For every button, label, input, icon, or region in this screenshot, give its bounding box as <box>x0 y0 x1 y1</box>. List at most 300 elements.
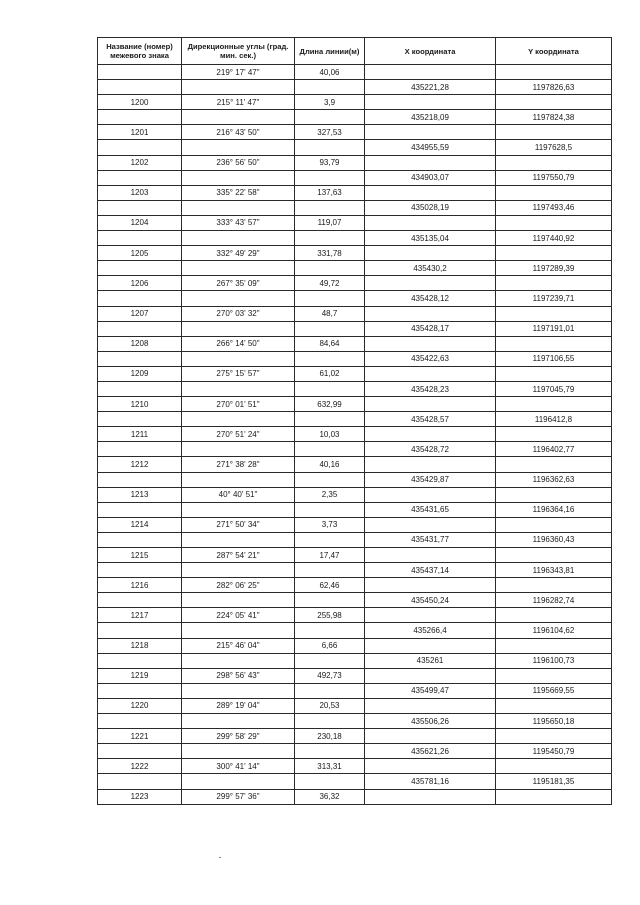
point-name-cell: 1221 <box>98 729 182 744</box>
table-row <box>98 683 612 698</box>
length-cell: 2,35 <box>295 487 365 502</box>
point-name-cell: 1201 <box>98 125 182 140</box>
length-cell: 49,72 <box>295 276 365 291</box>
y-coordinate-cell <box>496 246 612 261</box>
y-coordinate-cell: 1197106,55 <box>496 351 612 366</box>
header-length: Длина линии(м) <box>295 38 365 65</box>
angle-cell: 224° 05' 41" <box>182 608 295 623</box>
table-row <box>98 532 612 547</box>
y-coordinate-cell <box>496 185 612 200</box>
length-cell: 93,79 <box>295 155 365 170</box>
angle-cell <box>182 170 295 185</box>
y-coordinate-cell: 1197239,71 <box>496 291 612 306</box>
table-row <box>98 276 612 291</box>
y-coordinate-cell <box>496 397 612 412</box>
table-row <box>98 608 612 623</box>
length-cell <box>295 653 365 668</box>
table-row <box>98 321 612 336</box>
y-coordinate-cell: 1196412,8 <box>496 412 612 427</box>
x-coordinate-cell: 435221,28 <box>365 80 496 95</box>
x-coordinate-cell <box>365 487 496 502</box>
x-coordinate-cell: 435431,65 <box>365 502 496 517</box>
y-coordinate-cell <box>496 487 612 502</box>
header-y: Y координата <box>496 38 612 65</box>
point-name-cell: 1209 <box>98 366 182 381</box>
point-name-cell <box>98 351 182 366</box>
point-name-cell <box>98 170 182 185</box>
point-name-cell <box>98 502 182 517</box>
y-coordinate-cell: 1197289,39 <box>496 261 612 276</box>
point-name-cell <box>98 714 182 729</box>
y-coordinate-cell: 1197826,63 <box>496 80 612 95</box>
table-row <box>98 291 612 306</box>
x-coordinate-cell: 435506,26 <box>365 714 496 729</box>
point-name-cell <box>98 623 182 638</box>
y-coordinate-cell <box>496 578 612 593</box>
point-name-cell: 1204 <box>98 215 182 230</box>
table-row <box>98 306 612 321</box>
length-cell <box>295 261 365 276</box>
table-row <box>98 487 612 502</box>
y-coordinate-cell: 1196100,73 <box>496 653 612 668</box>
point-name-cell <box>98 593 182 608</box>
x-coordinate-cell: 435422,63 <box>365 351 496 366</box>
length-cell: 6,66 <box>295 638 365 653</box>
length-cell: 62,46 <box>295 578 365 593</box>
x-coordinate-cell <box>365 215 496 230</box>
y-coordinate-cell: 1196364,16 <box>496 502 612 517</box>
table-row <box>98 729 612 744</box>
point-name-cell: 1206 <box>98 276 182 291</box>
y-coordinate-cell: 1197493,46 <box>496 200 612 215</box>
table-row <box>98 215 612 230</box>
x-coordinate-cell: 434955,59 <box>365 140 496 155</box>
length-cell <box>295 563 365 578</box>
y-coordinate-cell: 1196282,74 <box>496 593 612 608</box>
table-row <box>98 563 612 578</box>
length-cell: 313,31 <box>295 759 365 774</box>
point-name-cell <box>98 291 182 306</box>
angle-cell: 299° 58' 29" <box>182 729 295 744</box>
x-coordinate-cell <box>365 95 496 110</box>
x-coordinate-cell: 435781,16 <box>365 774 496 789</box>
angle-cell <box>182 442 295 457</box>
angle-cell <box>182 381 295 396</box>
table-row <box>98 668 612 683</box>
length-cell: 36,32 <box>295 789 365 804</box>
x-coordinate-cell <box>365 698 496 713</box>
header-angle: Дирекционные углы (град. мин. сек.) <box>182 38 295 65</box>
length-cell <box>295 774 365 789</box>
table-row <box>98 472 612 487</box>
x-coordinate-cell: 435437,14 <box>365 563 496 578</box>
x-coordinate-cell: 435428,12 <box>365 291 496 306</box>
point-name-cell <box>98 231 182 246</box>
angle-cell <box>182 563 295 578</box>
length-cell: 17,47 <box>295 548 365 563</box>
angle-cell <box>182 140 295 155</box>
table-row <box>98 578 612 593</box>
point-name-cell <box>98 321 182 336</box>
point-name-cell: 1210 <box>98 397 182 412</box>
length-cell: 84,64 <box>295 336 365 351</box>
length-cell <box>295 412 365 427</box>
angle-cell: 270° 51' 24" <box>182 427 295 442</box>
angle-cell <box>182 744 295 759</box>
point-name-cell: 1220 <box>98 698 182 713</box>
page-mark <box>219 857 221 858</box>
angle-cell <box>182 532 295 547</box>
angle-cell: 216° 43' 50" <box>182 125 295 140</box>
x-coordinate-cell <box>365 246 496 261</box>
table-row <box>98 714 612 729</box>
point-name-cell: 1222 <box>98 759 182 774</box>
table-row <box>98 744 612 759</box>
point-name-cell: 1212 <box>98 457 182 472</box>
x-coordinate-cell <box>365 397 496 412</box>
length-cell <box>295 714 365 729</box>
point-name-cell: 1211 <box>98 427 182 442</box>
point-name-cell <box>98 140 182 155</box>
length-cell <box>295 532 365 547</box>
x-coordinate-cell <box>365 306 496 321</box>
x-coordinate-cell <box>365 457 496 472</box>
length-cell <box>295 683 365 698</box>
point-name-cell: 1208 <box>98 336 182 351</box>
x-coordinate-cell: 435429,87 <box>365 472 496 487</box>
y-coordinate-cell <box>496 155 612 170</box>
length-cell: 255,98 <box>295 608 365 623</box>
angle-cell <box>182 774 295 789</box>
x-coordinate-cell: 435428,72 <box>365 442 496 457</box>
header-row <box>98 38 612 65</box>
y-coordinate-cell: 1196362,63 <box>496 472 612 487</box>
length-cell: 119,07 <box>295 215 365 230</box>
x-coordinate-cell <box>365 548 496 563</box>
point-name-cell: 1202 <box>98 155 182 170</box>
x-coordinate-cell <box>365 366 496 381</box>
table-row <box>98 336 612 351</box>
x-coordinate-cell: 435266,4 <box>365 623 496 638</box>
table-row <box>98 548 612 563</box>
point-name-cell: 1223 <box>98 789 182 804</box>
x-coordinate-cell <box>365 608 496 623</box>
angle-cell: 236° 56' 50" <box>182 155 295 170</box>
length-cell <box>295 593 365 608</box>
table-row <box>98 231 612 246</box>
x-coordinate-cell <box>365 517 496 532</box>
table-row <box>98 125 612 140</box>
point-name-cell <box>98 110 182 125</box>
length-cell: 331,78 <box>295 246 365 261</box>
x-coordinate-cell: 435430,2 <box>365 261 496 276</box>
y-coordinate-cell <box>496 729 612 744</box>
y-coordinate-cell <box>496 789 612 804</box>
x-coordinate-cell: 435431,77 <box>365 532 496 547</box>
table-row <box>98 623 612 638</box>
table-row <box>98 170 612 185</box>
length-cell: 40,06 <box>295 65 365 80</box>
y-coordinate-cell: 1197440,92 <box>496 231 612 246</box>
length-cell: 3,73 <box>295 517 365 532</box>
angle-cell <box>182 231 295 246</box>
length-cell: 327,53 <box>295 125 365 140</box>
angle-cell <box>182 110 295 125</box>
angle-cell: 271° 50' 34" <box>182 517 295 532</box>
y-coordinate-cell <box>496 366 612 381</box>
point-name-cell: 1215 <box>98 548 182 563</box>
table-row <box>98 110 612 125</box>
x-coordinate-cell: 435135,04 <box>365 231 496 246</box>
y-coordinate-cell: 1195650,18 <box>496 714 612 729</box>
length-cell <box>295 472 365 487</box>
y-coordinate-cell <box>496 276 612 291</box>
length-cell <box>295 231 365 246</box>
y-coordinate-cell <box>496 759 612 774</box>
length-cell <box>295 502 365 517</box>
y-coordinate-cell <box>496 668 612 683</box>
angle-cell: 332° 49' 29" <box>182 246 295 261</box>
angle-cell <box>182 623 295 638</box>
angle-cell: 271° 38' 28" <box>182 457 295 472</box>
angle-cell: 270° 03' 32" <box>182 306 295 321</box>
y-coordinate-cell <box>496 548 612 563</box>
angle-cell <box>182 321 295 336</box>
x-coordinate-cell <box>365 578 496 593</box>
y-coordinate-cell: 1196402,77 <box>496 442 612 457</box>
boundary-coordinates-table <box>97 37 612 805</box>
x-coordinate-cell <box>365 427 496 442</box>
angle-cell <box>182 502 295 517</box>
table-row <box>98 698 612 713</box>
angle-cell: 215° 11' 47" <box>182 95 295 110</box>
table-row <box>98 653 612 668</box>
table-row <box>98 638 612 653</box>
x-coordinate-cell: 434903,07 <box>365 170 496 185</box>
point-name-cell <box>98 261 182 276</box>
angle-cell: 287° 54' 21" <box>182 548 295 563</box>
y-coordinate-cell <box>496 457 612 472</box>
point-name-cell: 1217 <box>98 608 182 623</box>
length-cell: 632,99 <box>295 397 365 412</box>
angle-cell <box>182 412 295 427</box>
y-coordinate-cell: 1196343,81 <box>496 563 612 578</box>
y-coordinate-cell: 1195669,55 <box>496 683 612 698</box>
y-coordinate-cell <box>496 517 612 532</box>
x-coordinate-cell <box>365 668 496 683</box>
y-coordinate-cell <box>496 427 612 442</box>
y-coordinate-cell: 1196104,62 <box>496 623 612 638</box>
point-name-cell <box>98 532 182 547</box>
point-name-cell <box>98 442 182 457</box>
angle-cell <box>182 351 295 366</box>
point-name-cell <box>98 563 182 578</box>
point-name-cell: 1216 <box>98 578 182 593</box>
point-name-cell: 1200 <box>98 95 182 110</box>
point-name-cell <box>98 683 182 698</box>
length-cell: 20,53 <box>295 698 365 713</box>
table-row <box>98 789 612 804</box>
table-row <box>98 261 612 276</box>
length-cell: 61,02 <box>295 366 365 381</box>
table-row <box>98 366 612 381</box>
x-coordinate-cell <box>365 276 496 291</box>
length-cell <box>295 110 365 125</box>
point-name-cell <box>98 774 182 789</box>
y-coordinate-cell: 1197824,38 <box>496 110 612 125</box>
table-row <box>98 593 612 608</box>
table-row <box>98 427 612 442</box>
table-row <box>98 246 612 261</box>
x-coordinate-cell: 435450,24 <box>365 593 496 608</box>
table-body <box>98 65 612 805</box>
length-cell <box>295 200 365 215</box>
table-row <box>98 412 612 427</box>
table-row <box>98 65 612 80</box>
point-name-cell <box>98 472 182 487</box>
length-cell <box>295 321 365 336</box>
length-cell <box>295 170 365 185</box>
length-cell: 137,63 <box>295 185 365 200</box>
header-x: X координата <box>365 38 496 65</box>
y-coordinate-cell: 1195181,35 <box>496 774 612 789</box>
x-coordinate-cell <box>365 65 496 80</box>
y-coordinate-cell: 1197191,01 <box>496 321 612 336</box>
angle-cell <box>182 200 295 215</box>
length-cell <box>295 381 365 396</box>
x-coordinate-cell: 435499,47 <box>365 683 496 698</box>
point-name-cell <box>98 412 182 427</box>
length-cell: 230,18 <box>295 729 365 744</box>
length-cell <box>295 623 365 638</box>
y-coordinate-cell <box>496 638 612 653</box>
table-row <box>98 442 612 457</box>
angle-cell <box>182 291 295 306</box>
angle-cell: 215° 46' 04" <box>182 638 295 653</box>
angle-cell <box>182 714 295 729</box>
x-coordinate-cell: 435621,26 <box>365 744 496 759</box>
angle-cell <box>182 472 295 487</box>
y-coordinate-cell: 1197628,5 <box>496 140 612 155</box>
point-name-cell <box>98 65 182 80</box>
length-cell <box>295 351 365 366</box>
angle-cell: 219° 17' 47" <box>182 65 295 80</box>
angle-cell: 299° 57' 36" <box>182 789 295 804</box>
angle-cell <box>182 683 295 698</box>
y-coordinate-cell: 1197550,79 <box>496 170 612 185</box>
angle-cell: 300° 41' 14" <box>182 759 295 774</box>
table-row <box>98 140 612 155</box>
x-coordinate-cell <box>365 155 496 170</box>
length-cell: 492,73 <box>295 668 365 683</box>
y-coordinate-cell <box>496 215 612 230</box>
angle-cell: 289° 19' 04" <box>182 698 295 713</box>
y-coordinate-cell: 1197045,79 <box>496 381 612 396</box>
table-row <box>98 95 612 110</box>
x-coordinate-cell <box>365 125 496 140</box>
angle-cell: 282° 06' 25" <box>182 578 295 593</box>
y-coordinate-cell <box>496 608 612 623</box>
y-coordinate-cell: 1195450,79 <box>496 744 612 759</box>
point-name-cell <box>98 80 182 95</box>
x-coordinate-cell <box>365 336 496 351</box>
x-coordinate-cell: 435428,17 <box>365 321 496 336</box>
angle-cell: 40° 40' 51" <box>182 487 295 502</box>
angle-cell: 267° 35' 09" <box>182 276 295 291</box>
table-row <box>98 351 612 366</box>
length-cell <box>295 442 365 457</box>
y-coordinate-cell <box>496 65 612 80</box>
angle-cell: 298° 56' 43" <box>182 668 295 683</box>
y-coordinate-cell <box>496 698 612 713</box>
x-coordinate-cell <box>365 185 496 200</box>
length-cell: 10,03 <box>295 427 365 442</box>
angle-cell <box>182 80 295 95</box>
y-coordinate-cell <box>496 306 612 321</box>
y-coordinate-cell <box>496 125 612 140</box>
point-name-cell: 1213 <box>98 487 182 502</box>
x-coordinate-cell: 435261 <box>365 653 496 668</box>
length-cell: 48,7 <box>295 306 365 321</box>
length-cell <box>295 291 365 306</box>
x-coordinate-cell <box>365 789 496 804</box>
angle-cell <box>182 261 295 276</box>
x-coordinate-cell <box>365 729 496 744</box>
table-row <box>98 759 612 774</box>
table-row <box>98 502 612 517</box>
x-coordinate-cell <box>365 759 496 774</box>
y-coordinate-cell <box>496 95 612 110</box>
table-row <box>98 774 612 789</box>
angle-cell: 335° 22' 58" <box>182 185 295 200</box>
header-name: Название (номер) межевого знака <box>98 38 182 65</box>
point-name-cell <box>98 381 182 396</box>
point-name-cell: 1207 <box>98 306 182 321</box>
length-cell: 40,16 <box>295 457 365 472</box>
angle-cell <box>182 653 295 668</box>
table-row <box>98 200 612 215</box>
length-cell <box>295 140 365 155</box>
table-row <box>98 155 612 170</box>
length-cell <box>295 744 365 759</box>
angle-cell: 275° 15' 57" <box>182 366 295 381</box>
x-coordinate-cell: 435028,19 <box>365 200 496 215</box>
point-name-cell <box>98 653 182 668</box>
table-row <box>98 397 612 412</box>
angle-cell: 266° 14' 50" <box>182 336 295 351</box>
point-name-cell: 1205 <box>98 246 182 261</box>
angle-cell: 270° 01' 51" <box>182 397 295 412</box>
table-row <box>98 517 612 532</box>
table-header <box>98 38 612 65</box>
point-name-cell: 1203 <box>98 185 182 200</box>
y-coordinate-cell: 1196360,43 <box>496 532 612 547</box>
angle-cell: 333° 43' 57" <box>182 215 295 230</box>
table-row <box>98 80 612 95</box>
length-cell <box>295 80 365 95</box>
x-coordinate-cell: 435428,23 <box>365 381 496 396</box>
point-name-cell: 1218 <box>98 638 182 653</box>
x-coordinate-cell <box>365 638 496 653</box>
point-name-cell <box>98 200 182 215</box>
table-row <box>98 457 612 472</box>
x-coordinate-cell: 435428,57 <box>365 412 496 427</box>
x-coordinate-cell: 435218,09 <box>365 110 496 125</box>
angle-cell <box>182 593 295 608</box>
point-name-cell <box>98 744 182 759</box>
point-name-cell: 1214 <box>98 517 182 532</box>
y-coordinate-cell <box>496 336 612 351</box>
